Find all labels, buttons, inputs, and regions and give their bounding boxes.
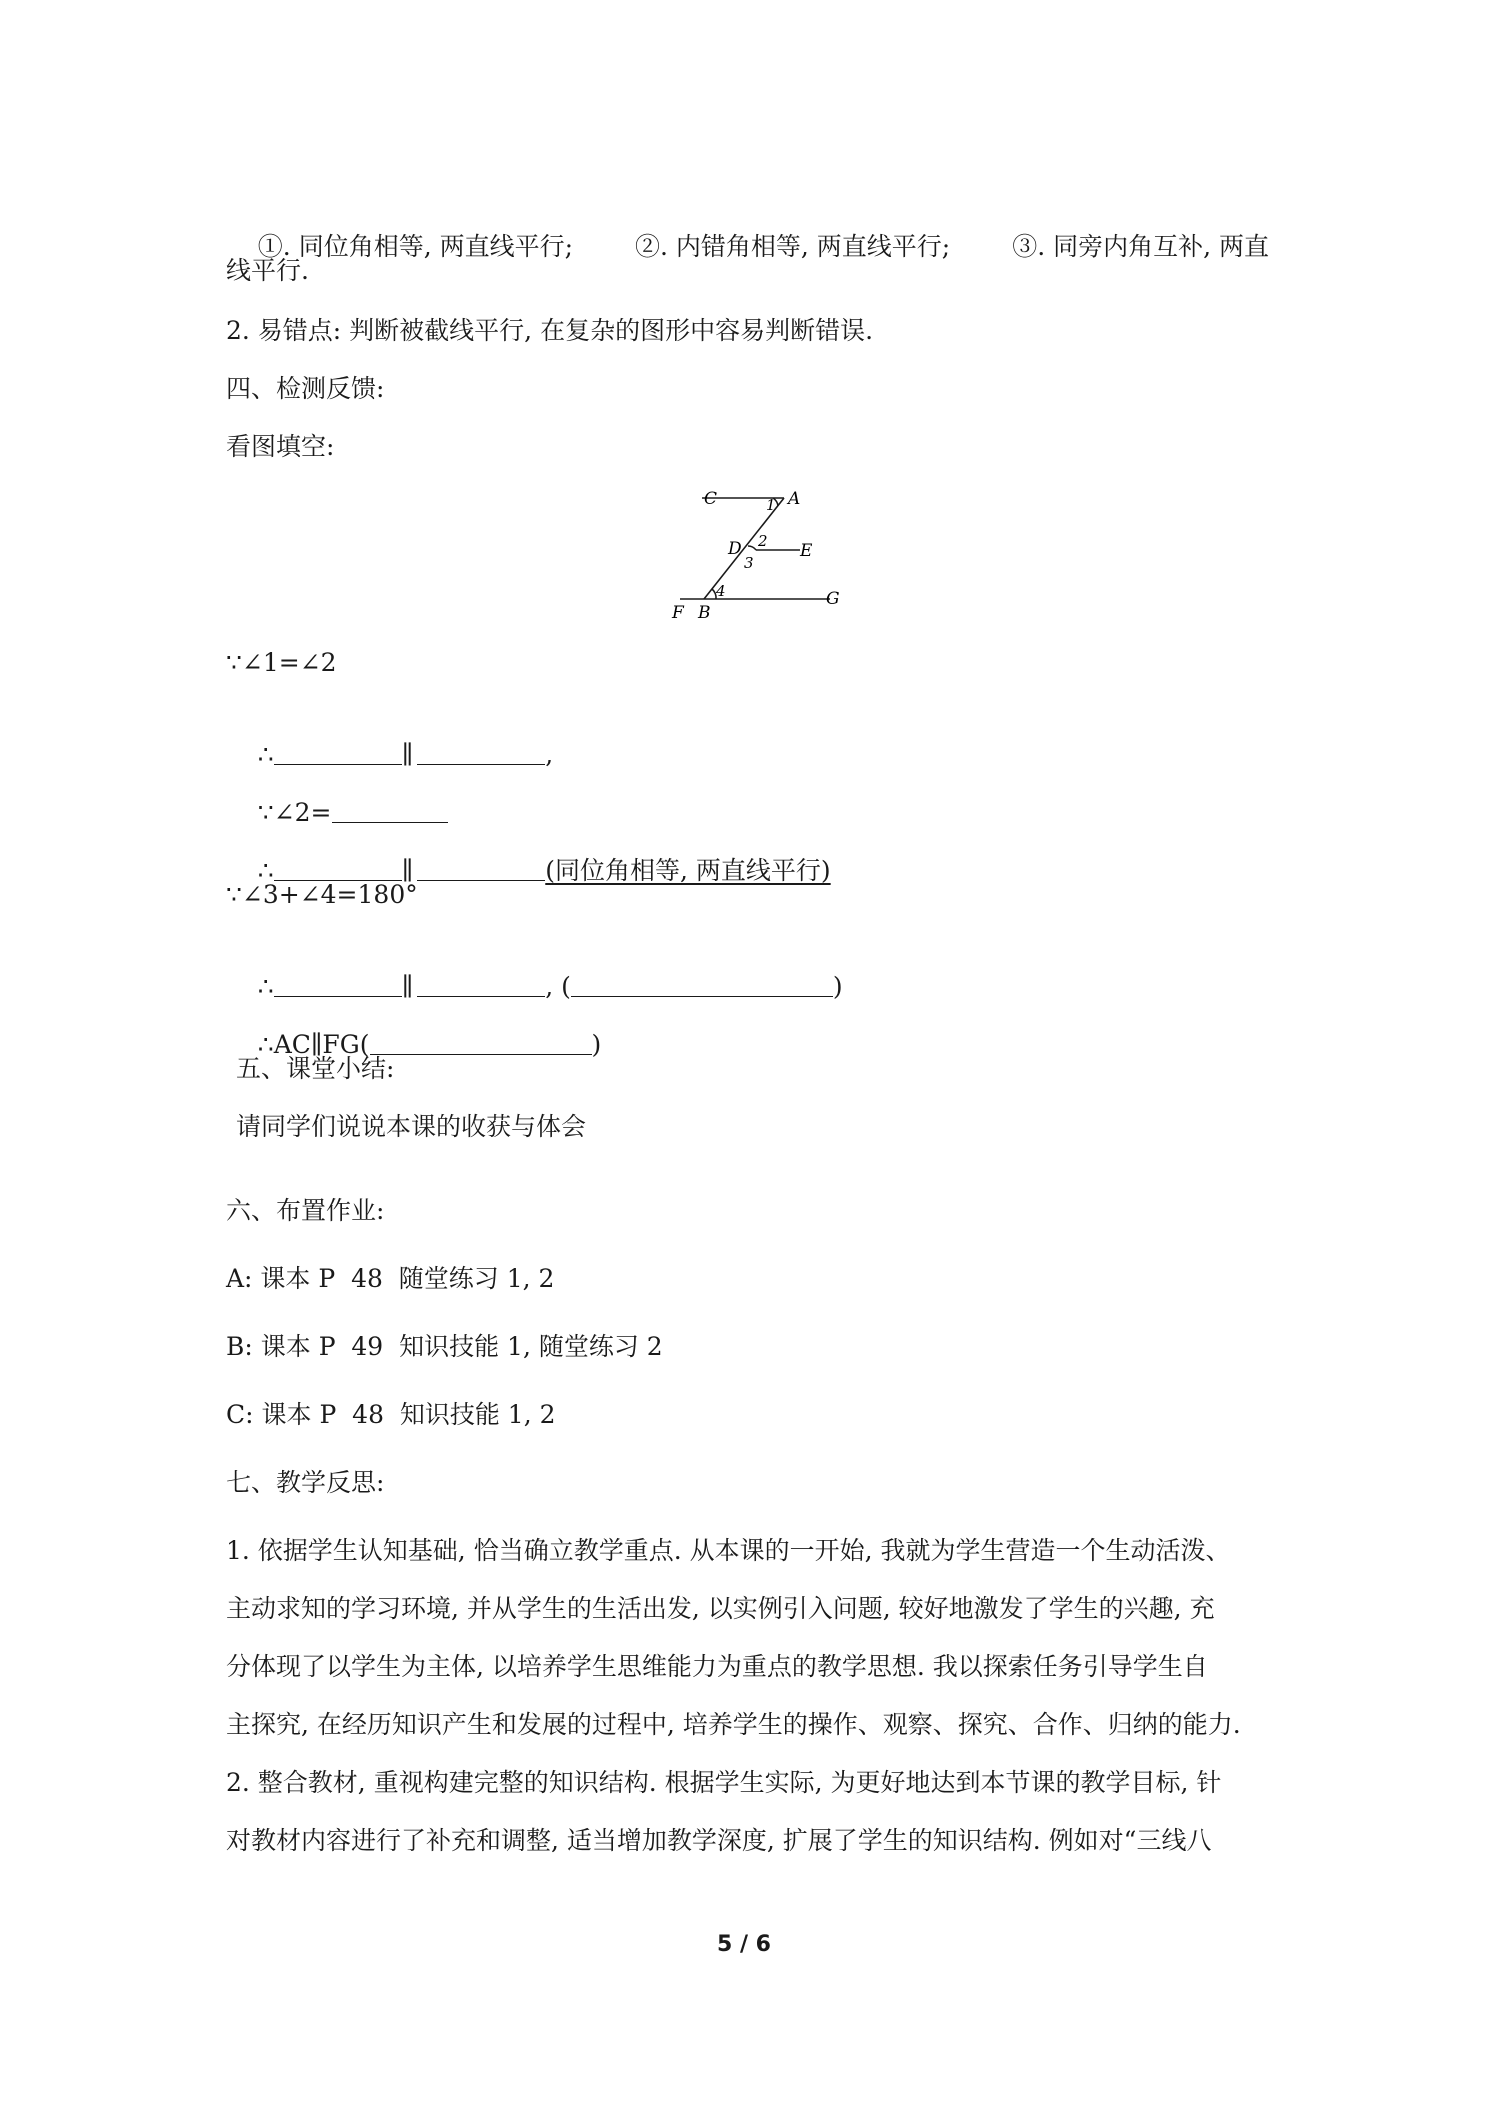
page-number: 5 / 6 bbox=[717, 1932, 771, 1957]
parallel-symbol: ∥ bbox=[401, 972, 414, 1001]
reflection-line-5: 2. 整合教材, 重视构建完整的知识结构. 根据学生实际, 为更好地达到本节课的教学目标, 针 bbox=[226, 1768, 1222, 1797]
parallel-symbol: ∥ bbox=[401, 856, 414, 885]
blank-field[interactable] bbox=[370, 1028, 592, 1055]
blank-field[interactable] bbox=[274, 970, 402, 997]
reflection-line-4: 主探究, 在经历知识产生和发展的过程中, 培养学生的操作、观察、探究、合作、归纳的能力. bbox=[226, 1710, 1241, 1739]
comma: , bbox=[545, 740, 554, 769]
conclusion-text: ∴AC∥FG( bbox=[257, 1030, 370, 1059]
error-prone-point: 2. 易错点: 判断被截线平行, 在复杂的图形中容易判断错误. bbox=[226, 316, 874, 345]
reflection-line-2: 主动求知的学习环境, 并从学生的生活出发, 以实例引入问题, 较好地激发了学生的兴趣, 充 bbox=[226, 1594, 1215, 1623]
therefore-symbol: ∴ bbox=[257, 856, 274, 885]
label-g: G bbox=[826, 589, 840, 609]
blank-field[interactable] bbox=[274, 738, 402, 765]
because-angle-2: ∵∠2= bbox=[257, 798, 332, 827]
angle-2-arc bbox=[748, 546, 756, 550]
label-angle-2: 2 bbox=[758, 532, 768, 550]
blank-field[interactable] bbox=[417, 854, 545, 881]
label-a: A bbox=[788, 489, 801, 509]
reflection-line-3: 分体现了以学生为主体, 以培养学生思维能力为重点的教学思想. 我以探索任务引导学生自 bbox=[226, 1652, 1208, 1681]
section-heading-7: 七、教学反思: bbox=[226, 1468, 385, 1497]
criterion-3: ③. 同旁内角互补, 两直 bbox=[1012, 232, 1270, 261]
reason-text: (同位角相等, 两直线平行) bbox=[545, 856, 831, 885]
homework-b: B: 课本 P 49 知识技能 1, 随堂练习 2 bbox=[226, 1332, 663, 1361]
criterion-1: ①. 同位角相等, 两直线平行; bbox=[257, 232, 574, 261]
label-angle-4: 4 bbox=[716, 582, 726, 600]
close-paren: ) bbox=[832, 972, 843, 1001]
criteria-line-1 bbox=[226, 196, 1269, 298]
close-paren: ) bbox=[591, 1030, 602, 1059]
label-c: C bbox=[704, 489, 718, 509]
homework-a: A: 课本 P 48 随堂练习 1, 2 bbox=[226, 1264, 555, 1293]
blank-field[interactable] bbox=[274, 854, 402, 881]
statement-1: ∵∠1=∠2 bbox=[226, 648, 337, 677]
label-d: D bbox=[728, 539, 742, 559]
label-e: E bbox=[800, 541, 813, 561]
label-f: F bbox=[672, 603, 684, 623]
blank-field[interactable] bbox=[417, 970, 545, 997]
label-angle-1: 1 bbox=[766, 496, 776, 514]
criteria-line-2: 线平行. bbox=[226, 256, 309, 285]
statement-5: ∵∠3+∠4=180° bbox=[226, 880, 418, 909]
reflection-line-1: 1. 依据学生认知基础, 恰当确立教学重点. 从本课的一开始, 我就为学生营造一个生动活泼、 bbox=[226, 1536, 1231, 1565]
parallel-lines-figure bbox=[660, 478, 860, 628]
summary-prompt: 请同学们说说本课的收获与体会 bbox=[236, 1112, 587, 1141]
criterion-2: ②. 内错角相等, 两直线平行; bbox=[635, 232, 951, 261]
section-heading-4: 四、检测反馈: bbox=[226, 374, 385, 403]
blank-field[interactable] bbox=[332, 796, 448, 823]
therefore-symbol: ∴ bbox=[257, 740, 274, 769]
homework-c: C: 课本 P 48 知识技能 1, 2 bbox=[226, 1400, 556, 1429]
open-paren: , ( bbox=[545, 972, 571, 1001]
reflection-line-6: 对教材内容进行了补充和调整, 适当增加教学深度, 扩展了学生的知识结构. 例如对“三线八 bbox=[226, 1826, 1212, 1855]
section-heading-5: 五、课堂小结: bbox=[236, 1054, 395, 1083]
blank-field[interactable] bbox=[571, 970, 833, 997]
fill-in-instruction: 看图填空: bbox=[226, 432, 335, 461]
blank-field[interactable] bbox=[417, 738, 545, 765]
label-b: B bbox=[698, 603, 711, 623]
therefore-symbol: ∴ bbox=[257, 972, 274, 1001]
label-angle-3: 3 bbox=[744, 554, 754, 572]
section-heading-6: 六、布置作业: bbox=[226, 1196, 385, 1225]
parallel-symbol: ∥ bbox=[401, 740, 414, 769]
